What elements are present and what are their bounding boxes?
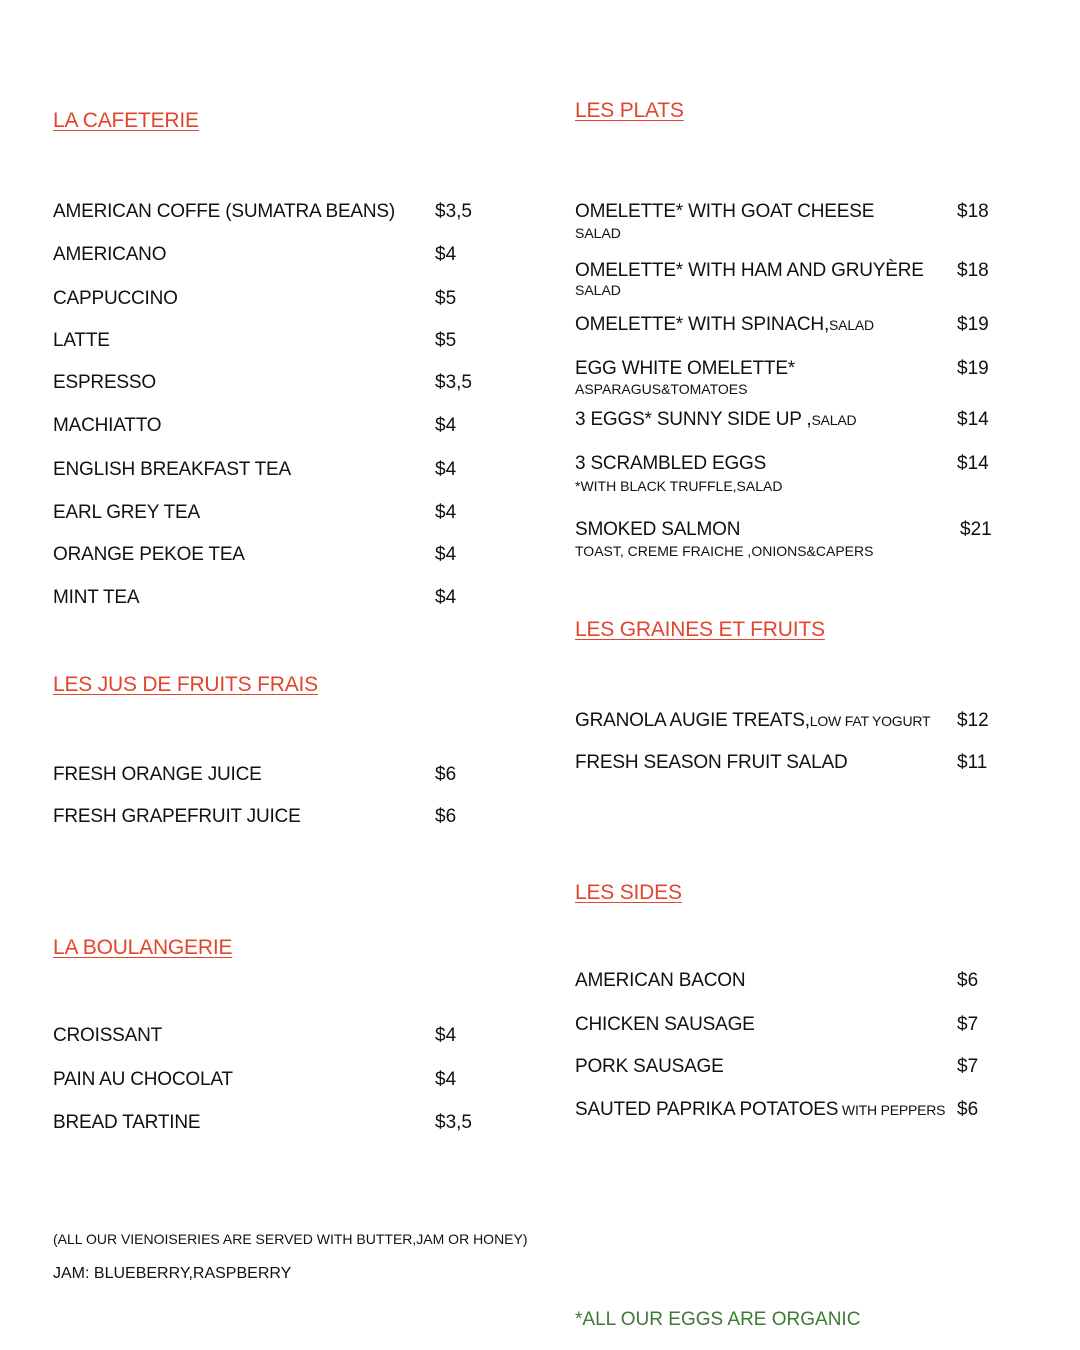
menu-item-name: 3 SCRAMBLED EGGS bbox=[575, 453, 767, 474]
menu-item-description: TOAST, CREME FRAICHE ,ONIONS&CAPERS bbox=[575, 543, 874, 559]
menu-item-name bbox=[575, 710, 930, 732]
menu-item-price: $7 bbox=[957, 1014, 979, 1035]
heading-les-graines-et-fruits: LES GRAINES ET FRUITS bbox=[575, 618, 825, 641]
menu-item-name: AMERICAN COFFE (SUMATRA BEANS) bbox=[53, 201, 396, 222]
vienoiseries-note: (ALL OUR VIENOISERIES ARE SERVED WITH BUTTER,JAM OR HONEY) bbox=[53, 1231, 528, 1247]
menu-item-description: SALAD bbox=[575, 225, 621, 241]
menu-item-name: AMERICANO bbox=[53, 244, 167, 265]
menu-item-name: FRESH ORANGE JUICE bbox=[53, 764, 262, 785]
menu-item-price: $14 bbox=[957, 453, 989, 474]
menu-item-name: LATTE bbox=[53, 330, 110, 351]
menu-item-name: CROISSANT bbox=[53, 1025, 163, 1046]
menu-item-price: $18 bbox=[957, 201, 989, 222]
menu-item-description: WITH PEPPERS bbox=[838, 1102, 946, 1118]
menu-item-name bbox=[575, 314, 874, 336]
menu-item-price: $5 bbox=[435, 288, 457, 309]
menu-item-price: $4 bbox=[435, 459, 457, 480]
menu-item-price: $3,5 bbox=[435, 201, 472, 222]
menu-item-name bbox=[575, 1099, 945, 1121]
menu-item-price: $4 bbox=[435, 415, 457, 436]
menu-item-name: PAIN AU CHOCOLAT bbox=[53, 1069, 233, 1090]
menu-item-price: $6 bbox=[435, 806, 457, 827]
menu-item-price: $6 bbox=[957, 1099, 979, 1120]
menu-item-description: SALAD bbox=[811, 412, 857, 428]
menu-item-name: ORANGE PEKOE TEA bbox=[53, 544, 245, 565]
menu-item-price: $4 bbox=[435, 502, 457, 523]
menu-item-price: $19 bbox=[957, 358, 989, 379]
menu-item-price: $7 bbox=[957, 1056, 979, 1077]
heading-la-boulangerie: LA BOULANGERIE bbox=[53, 936, 233, 959]
menu-item-price: $3,5 bbox=[435, 372, 472, 393]
menu-item-name: SMOKED SALMON bbox=[575, 519, 741, 540]
heading-la-cafeterie: LA CAFETERIE bbox=[53, 109, 199, 132]
menu-item-name: FRESH GRAPEFRUIT JUICE bbox=[53, 806, 301, 827]
menu-item-name: CHICKEN SAUSAGE bbox=[575, 1014, 755, 1035]
menu-item-price: $14 bbox=[957, 409, 989, 430]
menu-item-main: GRANOLA AUGIE TREATS, bbox=[575, 710, 810, 731]
menu-item-main: 3 EGGS* SUNNY SIDE UP , bbox=[575, 409, 812, 430]
menu-item-price: $12 bbox=[957, 710, 989, 731]
menu-item-price: $3,5 bbox=[435, 1112, 472, 1133]
menu-item-price: $4 bbox=[435, 544, 457, 565]
menu-item-name: OMELETTE* WITH HAM AND GRUYÈRE bbox=[575, 260, 924, 281]
menu-item-main: OMELETTE* WITH SPINACH, bbox=[575, 314, 830, 335]
menu-item-description: SALAD bbox=[575, 282, 621, 298]
heading-les-jus: LES JUS DE FRUITS FRAIS bbox=[53, 673, 318, 696]
menu-item-description: SALAD bbox=[829, 317, 874, 333]
menu-item-name: EGG WHITE OMELETTE* bbox=[575, 358, 795, 379]
menu-item-main: SAUTED PAPRIKA POTATOES bbox=[575, 1099, 839, 1120]
menu-item-name: OMELETTE* WITH GOAT CHEESE bbox=[575, 201, 875, 222]
menu-item-description: LOW FAT YOGURT bbox=[809, 713, 931, 729]
heading-les-sides: LES SIDES bbox=[575, 881, 682, 904]
menu-item-name bbox=[575, 409, 856, 431]
menu-item-price: $4 bbox=[435, 1069, 457, 1090]
menu-item-name: PORK SAUSAGE bbox=[575, 1056, 724, 1077]
menu-item-name: ESPRESSO bbox=[53, 372, 156, 393]
menu-item-name: AMERICAN BACON bbox=[575, 970, 746, 991]
menu-item-description: ASPARAGUS&TOMATOES bbox=[575, 381, 748, 397]
menu-item-price: $4 bbox=[435, 244, 457, 265]
menu-item-name: MINT TEA bbox=[53, 587, 140, 608]
menu-item-name: FRESH SEASON FRUIT SALAD bbox=[575, 752, 848, 773]
menu-item-price: $6 bbox=[957, 970, 979, 991]
menu-item-price: $19 bbox=[957, 314, 989, 335]
menu-item-description: *WITH BLACK TRUFFLE,SALAD bbox=[575, 478, 783, 494]
menu-item-name: CAPPUCCINO bbox=[53, 288, 178, 309]
menu-item-price: $11 bbox=[957, 752, 988, 773]
menu-item-name: MACHIATTO bbox=[53, 415, 162, 436]
menu-item-price: $5 bbox=[435, 330, 457, 351]
heading-les-plats: LES PLATS bbox=[575, 99, 684, 122]
organic-eggs-note: *ALL OUR EGGS ARE ORGANIC bbox=[575, 1309, 861, 1330]
menu-item-price: $6 bbox=[435, 764, 457, 785]
menu-item-price: $21 bbox=[960, 519, 992, 540]
menu-item-name: BREAD TARTINE bbox=[53, 1112, 201, 1133]
jam-note: JAM: BLUEBERRY,RASPBERRY bbox=[53, 1265, 292, 1282]
menu-item-name: EARL GREY TEA bbox=[53, 502, 200, 523]
menu-item-name: ENGLISH BREAKFAST TEA bbox=[53, 459, 291, 480]
menu-item-price: $18 bbox=[957, 260, 989, 281]
menu-item-price: $4 bbox=[435, 1025, 457, 1046]
menu-item-price: $4 bbox=[435, 587, 457, 608]
